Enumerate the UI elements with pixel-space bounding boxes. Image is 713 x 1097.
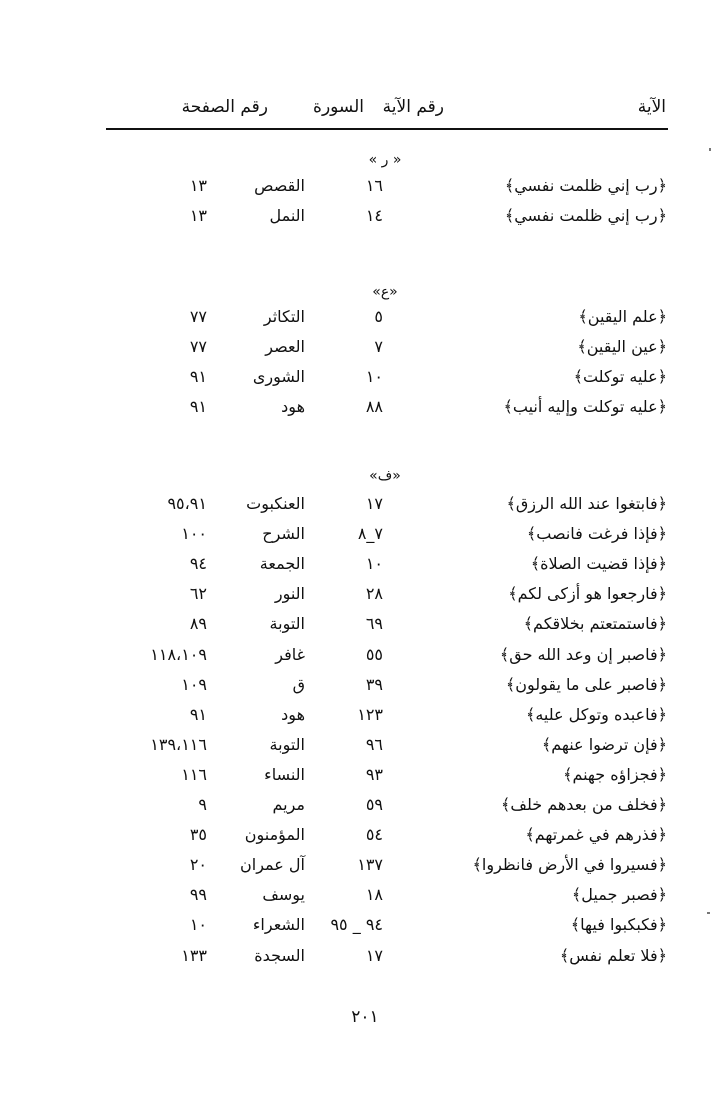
surah-name: النساء xyxy=(264,764,305,784)
ayah-number: ١٣٧ xyxy=(357,855,383,875)
scan-speck xyxy=(709,148,711,151)
surah-name: الجمعة xyxy=(259,554,305,574)
surah-name: العنكبوت xyxy=(246,494,305,513)
table-row xyxy=(0,332,713,362)
ayah-text: ﴿فصبر جميل﴾ xyxy=(571,885,667,905)
table-header xyxy=(108,88,666,128)
page-reference: ١٠٠ xyxy=(181,524,207,544)
ayah-text: ﴿فاعبده وتوكل عليه﴾ xyxy=(525,704,667,724)
ayah-text: ﴿فإن ترضوا عنهم﴾ xyxy=(541,734,667,754)
surah-name: القصص xyxy=(254,176,305,195)
ayah-text: ﴿فإذا قضيت الصلاة﴾ xyxy=(530,554,667,574)
ayah-text: ﴿رب إني ظلمت نفسي﴾ xyxy=(504,176,667,195)
table-row xyxy=(0,760,713,790)
ayah-number: ١٨ xyxy=(365,885,383,905)
surah-name: ق xyxy=(292,674,305,694)
page-reference: ١٣ xyxy=(189,176,207,195)
page-reference: ١١٨،١٠٩ xyxy=(150,644,207,664)
surah-name: الشعراء xyxy=(252,915,305,935)
header-rule xyxy=(106,128,668,130)
page-reference: ١٣٣ xyxy=(181,945,207,965)
ayah-text: ﴿علم اليقين﴾ xyxy=(578,307,667,326)
ayah-number: ٩٣ xyxy=(365,764,383,784)
ayah-number: ١٢٣ xyxy=(357,704,383,724)
ayah-text: ﴿فجزاؤه جهنم﴾ xyxy=(563,764,667,784)
page-reference: ١٠٩ xyxy=(181,674,207,694)
ayah-text: ﴿فارجعوا هو أزكى لكم﴾ xyxy=(508,584,667,604)
section-letter-label: «ع» xyxy=(372,284,398,300)
ayah-number: ٥ xyxy=(374,307,383,326)
page-reference: ٧٧ xyxy=(189,307,207,326)
table-row xyxy=(0,579,713,609)
surah-name: النور xyxy=(274,584,305,604)
ayah-number: ٦٩ xyxy=(365,614,383,634)
table-row xyxy=(0,392,713,422)
surah-name: الشورى xyxy=(252,367,305,386)
page-reference: ٩٩ xyxy=(189,885,207,905)
ayah-number: ٢٨ xyxy=(365,584,383,604)
ayah-text: ﴿فاصبر إن وعد الله حق﴾ xyxy=(499,644,667,664)
surah-name: مريم xyxy=(272,795,305,814)
page-reference: ١٣ xyxy=(189,206,207,225)
ayah-number: ١٠ xyxy=(365,554,383,574)
ayah-number: ٩٦ xyxy=(365,734,383,754)
surah-name: الشرح xyxy=(262,524,305,544)
ayah-text: ﴿فذرهم في غمرتهم﴾ xyxy=(525,825,667,845)
ayah-text: ﴿عليه توكلت﴾ xyxy=(573,367,667,386)
section-letter-label: «ف» xyxy=(369,468,401,484)
table-row xyxy=(0,820,713,850)
ayah-text: ﴿عين اليقين﴾ xyxy=(577,337,667,356)
page-reference: ٩٤ xyxy=(189,554,207,574)
header-surah: السورة xyxy=(313,97,364,117)
table-row xyxy=(0,519,713,549)
ayah-text: ﴿فاصبر على ما يقولون﴾ xyxy=(505,674,667,694)
ayah-number: ٥٥ xyxy=(365,644,383,664)
table-row xyxy=(0,730,713,760)
page-reference: ١١٦ xyxy=(181,764,207,784)
ayah-text: ﴿عليه توكلت وإليه أنيب﴾ xyxy=(503,397,667,416)
ayah-text: ﴿فكبكبوا فيها﴾ xyxy=(570,915,667,935)
ayah-number: ٨٨ xyxy=(365,397,383,416)
table-row xyxy=(0,302,713,332)
ayah-text: ﴿فخلف من بعدهم خلف﴾ xyxy=(501,795,667,814)
header-ayah: الآية xyxy=(637,97,666,117)
ayah-number: ١٦ xyxy=(365,176,383,195)
ayah-text: ﴿فاستمتعتم بخلاقكم﴾ xyxy=(523,614,667,634)
surah-name: التوبة xyxy=(269,614,305,634)
ayah-number: ١٤ xyxy=(365,206,383,225)
ayah-number: ٧_٨ xyxy=(357,524,383,544)
ayah-number: ١٠ xyxy=(365,367,383,386)
table-row xyxy=(0,201,713,231)
page-reference: ٩١ xyxy=(189,397,207,416)
ayah-text: ﴿فسيروا في الأرض فانظروا﴾ xyxy=(472,855,667,875)
scan-speck xyxy=(707,912,710,914)
table-row xyxy=(0,880,713,910)
surah-name: آل عمران xyxy=(240,855,305,875)
surah-name: يوسف xyxy=(262,885,305,905)
page-reference: ٣٥ xyxy=(189,825,207,845)
surah-name: هود xyxy=(281,397,305,416)
surah-name: هود xyxy=(281,704,305,724)
table-row xyxy=(0,700,713,730)
table-row xyxy=(0,362,713,392)
table-row xyxy=(0,549,713,579)
header-ayah-number: رقم الآية xyxy=(382,97,444,117)
surah-name: غافر xyxy=(275,644,305,664)
ayah-text: ﴿فإذا فرغت فانصب﴾ xyxy=(526,524,667,544)
table-row xyxy=(0,850,713,880)
page-number: ٢٠١ xyxy=(351,1007,379,1027)
table-row xyxy=(0,670,713,700)
surah-name: السجدة xyxy=(254,945,305,965)
table-row xyxy=(0,489,713,519)
ayah-text: ﴿فلا تعلم نفس﴾ xyxy=(559,945,667,965)
page-reference: ٧٧ xyxy=(189,337,207,356)
surah-name: العصر xyxy=(265,337,305,356)
page-reference: ٨٩ xyxy=(189,614,207,634)
page-reference: ٢٠ xyxy=(189,855,207,875)
surah-name: التوبة xyxy=(269,734,305,754)
surah-name: التكاثر xyxy=(263,307,305,326)
ayah-number: ٥٩ xyxy=(365,795,383,814)
page-reference: ٩١ xyxy=(189,704,207,724)
page-reference: ٩٥،٩١ xyxy=(167,494,207,513)
page-reference: ١٠ xyxy=(189,915,207,935)
surah-name: النمل xyxy=(269,206,305,225)
page-reference: ٦٢ xyxy=(189,584,207,604)
table-row xyxy=(0,910,713,940)
table-row xyxy=(0,609,713,639)
page-reference: ١٣٩،١١٦ xyxy=(150,734,207,754)
table-row xyxy=(0,941,713,971)
ayah-number: ٧ xyxy=(374,337,383,356)
ayah-number: ٣٩ xyxy=(365,674,383,694)
table-row xyxy=(0,790,713,820)
header-page-number: رقم الصفحة xyxy=(181,97,268,117)
surah-name: المؤمنون xyxy=(244,825,305,845)
ayah-number: ١٧ xyxy=(365,945,383,965)
ayah-text: ﴿رب إني ظلمت نفسي﴾ xyxy=(504,206,667,225)
page-reference: ٩١ xyxy=(189,367,207,386)
table-row xyxy=(0,171,713,201)
ayah-number: ٥٤ xyxy=(365,825,383,845)
ayah-text: ﴿فابتغوا عند الله الرزق﴾ xyxy=(506,494,667,513)
ayah-number: ١٧ xyxy=(365,494,383,513)
table-row xyxy=(0,640,713,670)
index-table-body xyxy=(0,140,713,1000)
page-reference: ٩ xyxy=(198,795,207,814)
ayah-number: ٩٤ _ ٩٥ xyxy=(330,915,383,935)
section-letter-label: « ر » xyxy=(368,152,402,168)
